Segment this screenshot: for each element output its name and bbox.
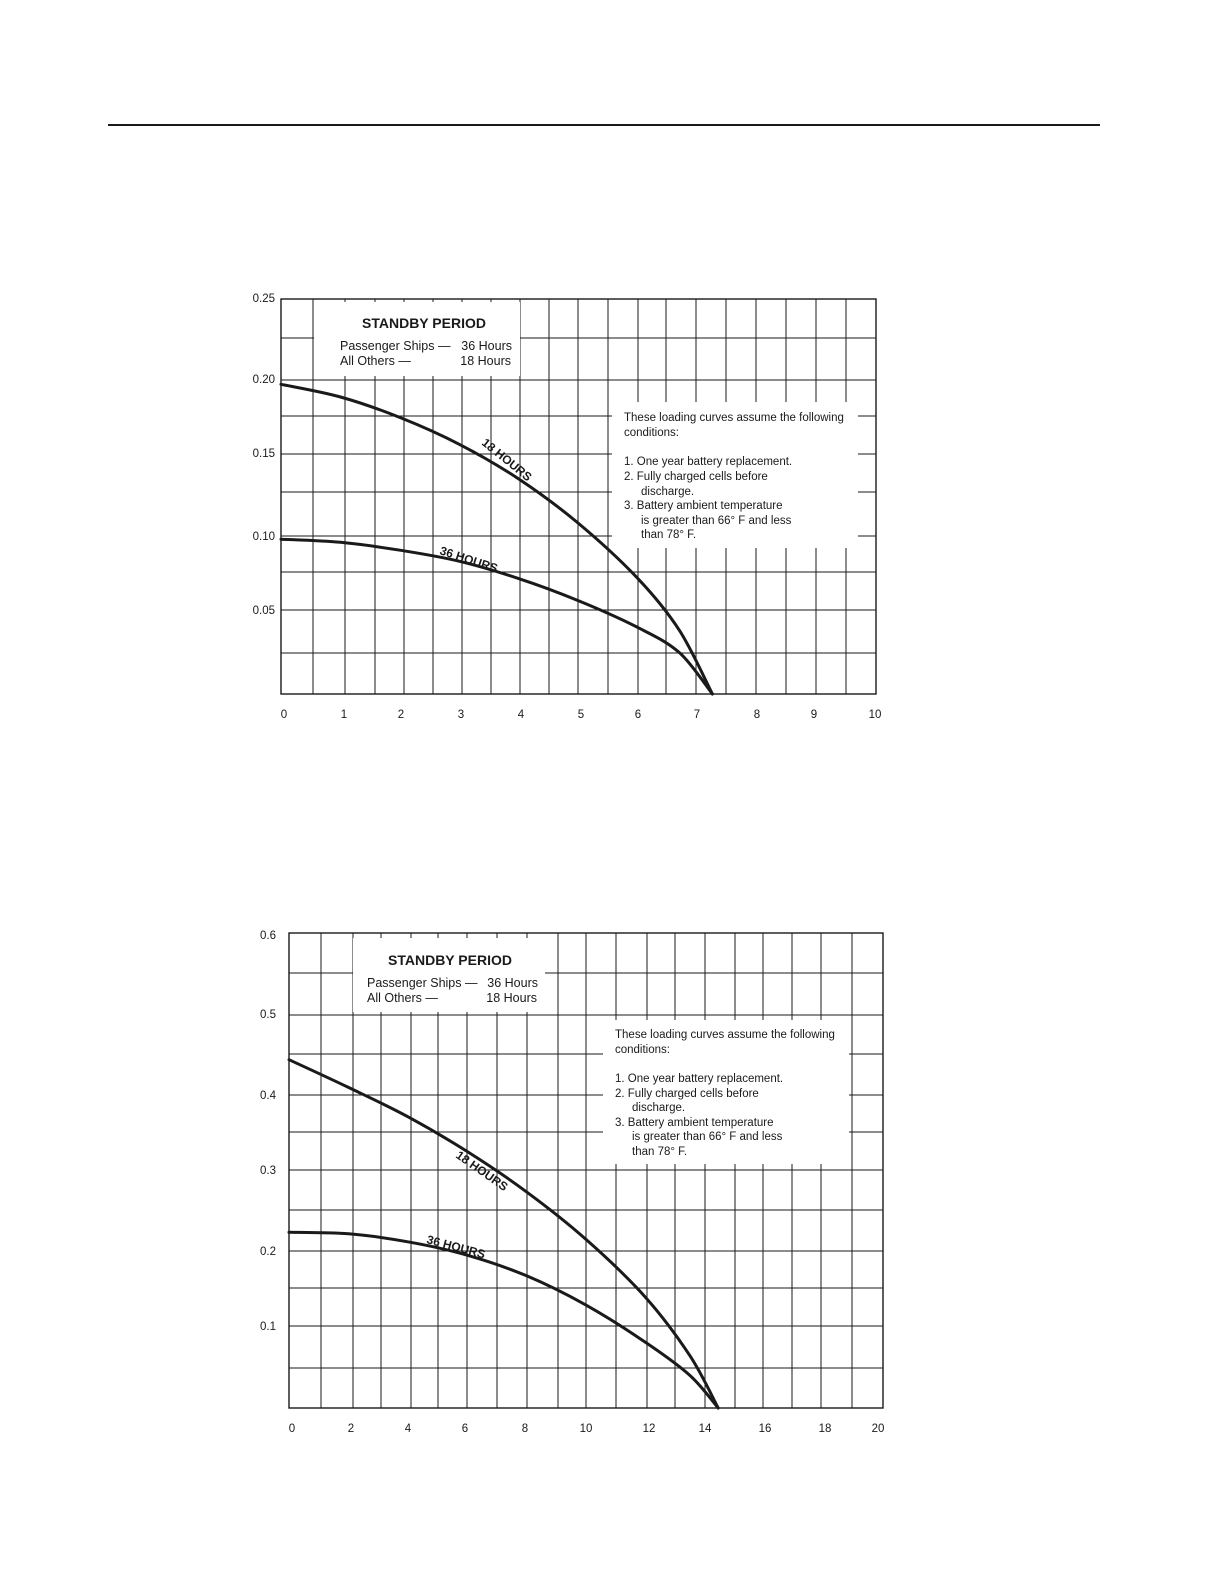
x-tick-label: 9: [810, 709, 818, 721]
x-tick-label: 6: [461, 1423, 469, 1435]
x-tick-label: 8: [521, 1423, 529, 1435]
battery-loading-chart-1: [0, 0, 1224, 760]
curve-label-36-hours: 36 HOURS: [438, 543, 500, 576]
x-tick-label: 14: [698, 1423, 712, 1435]
standby-others-value: 18 Hours: [486, 991, 537, 1005]
y-tick-label: 0.25: [252, 293, 275, 305]
note-item-2a: 2. Fully charged cells before: [624, 471, 768, 483]
x-tick-label: 6: [634, 709, 642, 721]
y-tick-label: 0.5: [260, 1009, 276, 1021]
curve-label-18-hours: 18 HOURS: [479, 435, 535, 485]
x-tick-label: 1: [340, 709, 348, 721]
note-intro-line1: These loading curves assume the following: [615, 1029, 835, 1041]
note-item-2a: 2. Fully charged cells before: [615, 1088, 759, 1100]
note-intro-line2: conditions:: [615, 1044, 670, 1056]
x-tick-label: 7: [693, 709, 701, 721]
x-tick-label: 3: [457, 709, 465, 721]
y-tick-label: 0.15: [252, 448, 275, 460]
standby-title: STANDBY PERIOD: [388, 952, 512, 968]
x-tick-label: 20: [871, 1423, 885, 1435]
note-item-3c: than 78° F.: [641, 529, 697, 541]
battery-loading-chart-2: [0, 760, 1224, 1480]
x-tick-label: 0: [288, 1423, 296, 1435]
x-tick-label: 4: [517, 709, 525, 721]
y-tick-label: 0.4: [260, 1090, 276, 1102]
note-item-1: 1. One year battery replacement.: [615, 1073, 784, 1085]
x-tick-label: 16: [758, 1423, 772, 1435]
curve-label-36-hours: 36 HOURS: [425, 1232, 487, 1262]
y-tick-label: 0.6: [260, 930, 276, 942]
y-tick-label: 0.1: [260, 1321, 276, 1333]
x-tick-label: 8: [753, 709, 761, 721]
x-tick-label: 0: [280, 709, 288, 721]
note-item-3b: is greater than 66° F and less: [632, 1131, 783, 1143]
standby-others-label: All Others —: [367, 991, 438, 1005]
y-tick-label: 0.20: [252, 374, 275, 386]
y-tick-label: 0.05: [252, 605, 275, 617]
note-item-3a: 3. Battery ambient temperature: [624, 500, 783, 512]
x-tick-label: 18: [818, 1423, 832, 1435]
standby-title: STANDBY PERIOD: [362, 315, 486, 331]
curve-label-18-hours: 18 HOURS: [453, 1147, 511, 1194]
note-item-3a: 3. Battery ambient temperature: [615, 1117, 774, 1129]
x-tick-label: 2: [347, 1423, 355, 1435]
standby-passenger-value: 36 Hours: [487, 976, 538, 990]
note-intro-line1: These loading curves assume the following: [624, 412, 844, 424]
standby-others-label: All Others —: [340, 354, 411, 368]
y-tick-label: 0.3: [260, 1165, 276, 1177]
note-item-3b: is greater than 66° F and less: [641, 515, 792, 527]
x-tick-label: 2: [397, 709, 405, 721]
x-tick-label: 10: [868, 709, 882, 721]
standby-others-value: 18 Hours: [460, 354, 511, 368]
note-intro-line2: conditions:: [624, 427, 679, 439]
standby-passenger-label: Passenger Ships —: [367, 976, 478, 990]
standby-passenger-label: Passenger Ships —: [340, 339, 451, 353]
note-item-2b: discharge.: [641, 486, 695, 498]
note-item-1: 1. One year battery replacement.: [624, 456, 793, 468]
x-tick-label: 10: [579, 1423, 593, 1435]
y-tick-label: 0.10: [252, 531, 275, 543]
note-item-2b: discharge.: [632, 1102, 686, 1114]
standby-passenger-value: 36 Hours: [461, 339, 512, 353]
x-tick-label: 4: [404, 1423, 412, 1435]
x-tick-label: 5: [577, 709, 585, 721]
note-item-3c: than 78° F.: [632, 1146, 688, 1158]
y-tick-label: 0.2: [260, 1246, 276, 1258]
x-tick-label: 12: [642, 1423, 656, 1435]
